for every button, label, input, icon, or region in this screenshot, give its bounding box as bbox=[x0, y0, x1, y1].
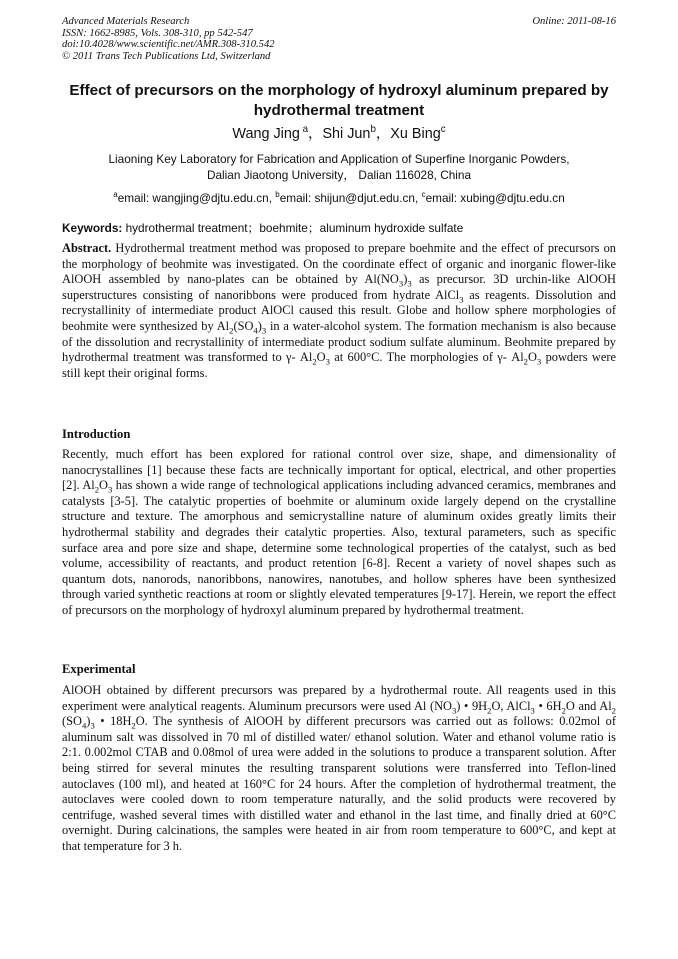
introduction-paragraph bbox=[62, 447, 616, 619]
abstract-text: ) bbox=[257, 318, 262, 333]
author-name: Xu Bing bbox=[390, 126, 441, 142]
copyright-line: © 2011 Trans Tech Publications Ltd, Switzerland bbox=[62, 50, 271, 62]
abstract-text: (SO bbox=[233, 318, 254, 333]
abstract bbox=[62, 241, 616, 381]
subscript: 2 bbox=[611, 705, 616, 716]
paragraph-text: O. The synthesis of AlOOH by different precursors was carried out as follows: 0.02mol of aluminum salt was dissolved in 70 ml of distilled water/ ethanol solution. Water and ethanol volume ratio is 2:1. 0.002mol CTAB and 0.08mol of urea were added in the solutions to produce a transparent solution. After being stirred for several minutes the resulting transparent solutions were transferred into Teflon-lined autoclaves (100 ml), and heated at 160°C for 24 hours. After the completion of hydrothermal treatment, the autoclaves were cooled down to room temperature naturally, and the solid products were recovered by centrifuge, washed several times with distilled water and ethanol in the last time, and finally dried at 60°C overnight. During calcinations, the samples were heated in air from room temperature to 600°C, and kept at that temperature for 3 h. bbox=[62, 714, 616, 853]
paragraph-text: O, AlCl bbox=[491, 698, 531, 713]
email-link[interactable]: email: shijun@djut.edu.cn, bbox=[279, 191, 422, 205]
abstract-text: as precursor. 3D urchin-like AlOOH superstructures consisting of nanoribbons were produced from hydrate AlCl bbox=[62, 272, 616, 302]
author-separator: ， bbox=[308, 126, 323, 142]
subscript: 3 bbox=[536, 356, 542, 367]
subscript: 2 bbox=[94, 484, 100, 495]
paragraph-text: ) bbox=[86, 714, 91, 729]
subscript: 3 bbox=[325, 356, 330, 367]
email-mark: a bbox=[113, 190, 118, 200]
subscript: 2 bbox=[312, 356, 317, 367]
paragraph-text: • 6H bbox=[534, 698, 562, 713]
author-affil-mark: a bbox=[302, 124, 309, 136]
abstract-text: O bbox=[316, 350, 326, 365]
email-link[interactable]: email: xubing@djtu.edu.cn bbox=[425, 191, 565, 205]
paragraph-text: O and Al bbox=[565, 698, 612, 713]
abstract-text: as reagents. Dissolution and recrystallinity of intermediate product AlOCl caused this result. Globe and hollow sphere morphologies of beohmite were synthesized by Al bbox=[62, 287, 617, 333]
subscript: 4 bbox=[81, 720, 87, 731]
author-list bbox=[62, 124, 616, 144]
experimental-paragraph bbox=[62, 683, 616, 855]
keywords-label: Keywords: bbox=[62, 221, 123, 235]
journal-header bbox=[62, 16, 275, 62]
subscript: 2 bbox=[131, 720, 136, 731]
paragraph-text: • 18H bbox=[94, 714, 132, 729]
subscript: 3 bbox=[530, 705, 535, 716]
subscript: 3 bbox=[90, 720, 95, 731]
email-mark: b bbox=[275, 190, 280, 200]
affiliation-line: Dalian Jiaotong University， Dalian 116028, China bbox=[206, 168, 472, 182]
abstract-text: in a water-alcohol system. The formation mechanism is also because of the dissolution and recrystallinity of intermediate product sodium sulfate aluminum. Beohmite prepared by hydrothermal treatment was transformed to γ- Al bbox=[62, 318, 617, 365]
paragraph-text: O bbox=[99, 478, 108, 493]
abstract-text: O bbox=[527, 350, 537, 365]
affiliation bbox=[62, 151, 616, 183]
author-separator: ， bbox=[375, 126, 391, 142]
abstract-text: at 600°C. The morphologies of γ- Al bbox=[329, 350, 524, 365]
paragraph-text: ) • 9H bbox=[456, 698, 488, 713]
subscript: 2 bbox=[561, 705, 566, 716]
subscript: 2 bbox=[487, 705, 492, 716]
journal-name: Advanced Materials Research bbox=[62, 16, 190, 27]
subscript: 3 bbox=[108, 484, 113, 495]
abstract-text: powders were still kept their original forms. bbox=[62, 350, 616, 380]
subscript: 3 bbox=[261, 325, 267, 336]
paper-title: Effect of precursors on the morphology of hydroxyl aluminum prepared by hydrothermal treatment bbox=[69, 82, 609, 119]
author-name: Shi Jun bbox=[322, 126, 371, 142]
issn-line: ISSN: 1662-8985, Vols. 308-310, pp 542-547 bbox=[62, 27, 253, 39]
online-date: Online: 2011-08-16 bbox=[532, 16, 616, 27]
abstract-text: Hydrothermal treatment method was proposed to prepare boehmite and the effect of precursors on the morphology of beohmite was investigated. On the coordinate effect of organic and inorganic flower-like AlOOH assembled by nano-plates can be obtained by Al(NO bbox=[62, 241, 616, 287]
subscript: 4 bbox=[253, 325, 258, 336]
abstract-text: ) bbox=[403, 272, 408, 287]
affiliation-line: Liaoning Key Laboratory for Fabrication and Application of Superfine Inorganic Powders, bbox=[108, 152, 570, 166]
author-affil-mark: b bbox=[370, 124, 376, 136]
paragraph-text: (SO bbox=[62, 714, 82, 729]
paragraph-text: AlOOH obtained by different precursors was prepared by a hydrothermal route. All reagents used in this experiment were analytical reagents. Aluminum precursors were used Al (NO bbox=[62, 683, 616, 713]
subscript: 3 bbox=[459, 294, 464, 305]
author-name: Wang Jing bbox=[232, 126, 300, 142]
keywords-text: hydrothermal treatment；boehmite；aluminum hydroxide sulfate bbox=[122, 221, 464, 235]
section-heading-experimental: Experimental bbox=[62, 662, 136, 676]
subscript: 2 bbox=[229, 325, 234, 336]
paragraph-text: Recently, much effort has been explored for rational control over size, shape, and dimensionality of nanocrystallines [1] because these facts are technically important for optical, electrical, and other properties [2]. Al bbox=[62, 447, 616, 493]
author-affil-mark: c bbox=[440, 124, 446, 136]
paragraph-text: has shown a wide range of technological applications including advanced ceramics, membranes and catalysts [3-5]. The catalytic properties of boehmite or aluminum oxide largely depend on the crystalline structure and texture. The amorphous and semicrystalline nature of aluminum oxides greatly limits their hydrothermal stability and degrades their catalytic properties. Also, textural parameters, such as specific surface area and pore size and shape, determine some technological properties of the catalyst, such as bed volume, accessibility of reactants, and product retention [6-8]. Recent a variety of novel shapes such as quantum dots, nanorods, nanoribbons, nanowires, nanotubes, and hollow spheres have been synthesized through varied synthetic reactions at room or slightly elevated temperatures [9-17]. Herein, we report the effect of precursors on the morphology of hydroxyl aluminum prepared by hydrothermal treatment. bbox=[62, 478, 616, 617]
email-link[interactable]: email: wangjing@djtu.edu.cn, bbox=[117, 191, 276, 205]
subscript: 2 bbox=[523, 356, 528, 367]
doi-line[interactable]: doi:10.4028/www.scientific.net/AMR.308-310.542 bbox=[62, 39, 275, 51]
subscript: 3 bbox=[407, 278, 412, 289]
abstract-label: Abstract. bbox=[62, 241, 112, 255]
subscript: 3 bbox=[398, 278, 404, 289]
author-emails bbox=[62, 190, 616, 206]
section-heading-introduction: Introduction bbox=[62, 427, 131, 441]
email-mark: c bbox=[421, 190, 426, 200]
keywords bbox=[62, 220, 616, 236]
subscript: 3 bbox=[451, 705, 457, 716]
